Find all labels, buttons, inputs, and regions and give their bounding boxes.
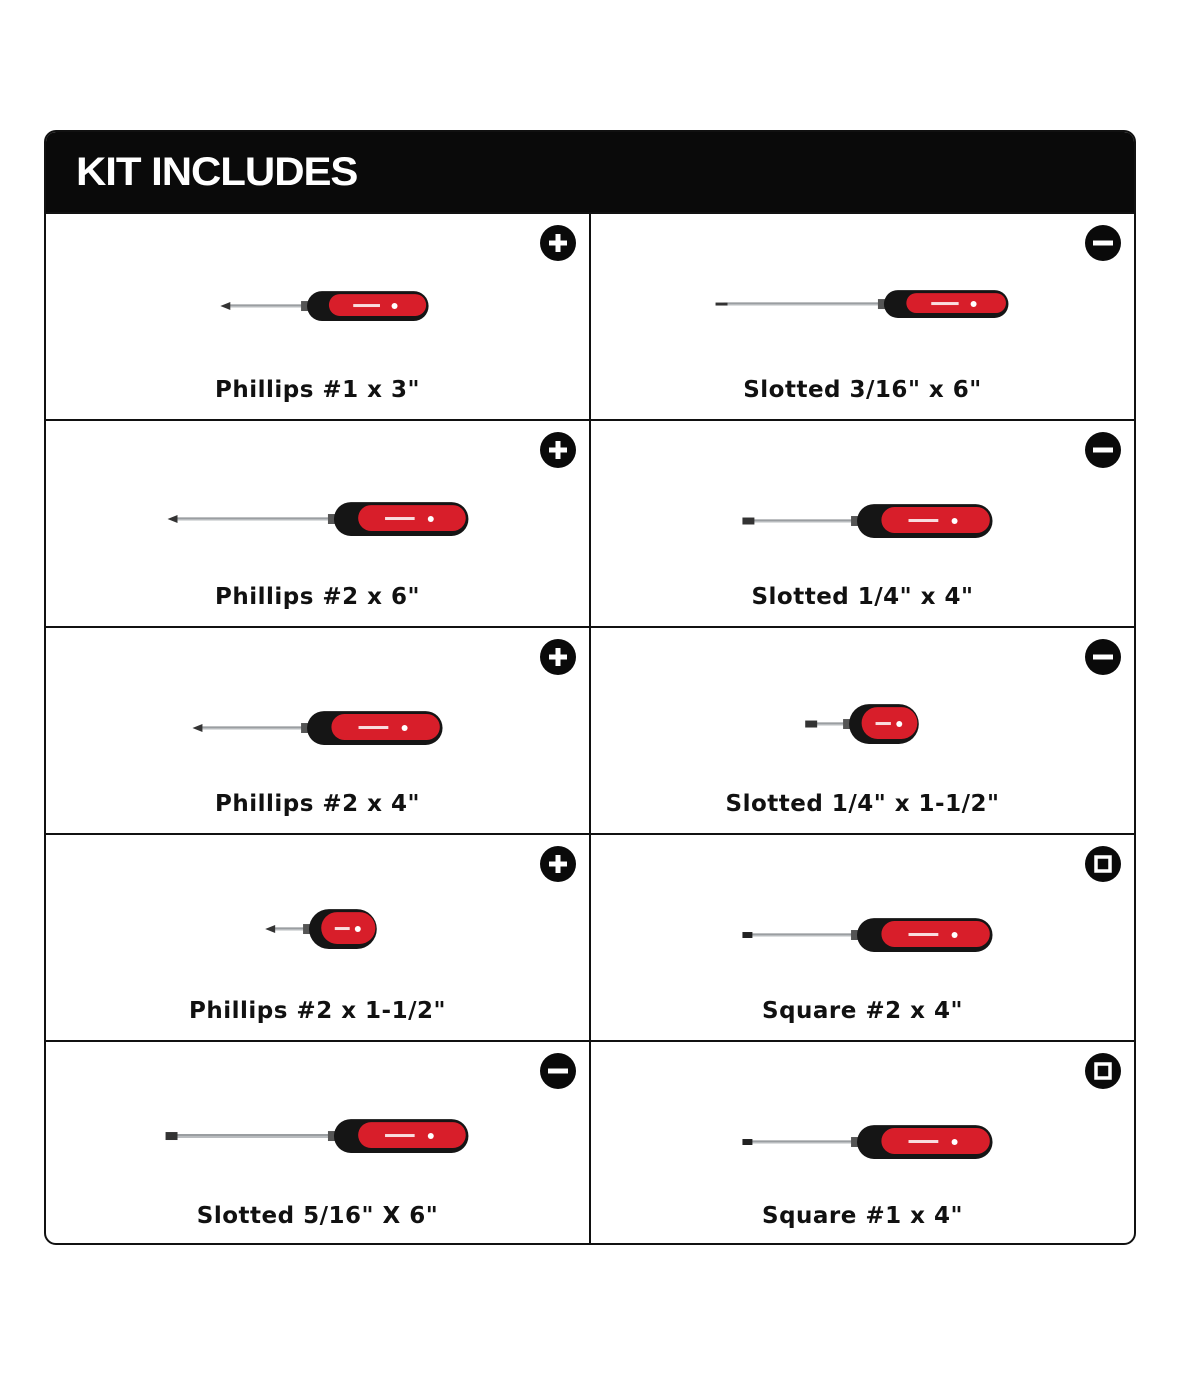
item-label: Slotted 5/16" X 6" — [196, 1203, 439, 1229]
item-label: Phillips #2 x 1-1/2" — [189, 998, 446, 1024]
brand-mark — [909, 1140, 939, 1143]
brand-mark — [909, 519, 939, 522]
minus-icon — [1084, 431, 1122, 469]
item-label: Square #1 x 4" — [762, 1203, 963, 1229]
item-label: Phillips #2 x 4" — [214, 791, 421, 817]
handle-dot — [896, 721, 902, 727]
screwdriver-tip — [742, 1139, 752, 1145]
kit-item — [591, 833, 1134, 1040]
kit-item — [591, 1040, 1134, 1245]
minus-icon — [1084, 638, 1122, 676]
badge-circle — [1085, 1053, 1121, 1089]
screwdriver-tip — [168, 515, 178, 523]
minus-bar — [1093, 448, 1113, 453]
square-icon — [1084, 1052, 1122, 1090]
screwdriver-tip — [742, 932, 752, 938]
plus-bar — [556, 648, 561, 666]
kit-item — [591, 419, 1134, 626]
handle-dot — [402, 725, 408, 731]
brand-mark — [353, 304, 380, 307]
badge-circle — [1085, 846, 1121, 882]
kit-header — [46, 132, 1134, 212]
kit-title: KIT INCLUDES — [76, 149, 358, 194]
plus-bar — [556, 234, 561, 252]
handle-dot — [392, 303, 398, 309]
handle-dot — [952, 932, 958, 938]
item-label: Slotted 3/16" x 6" — [743, 377, 982, 403]
kit-item — [46, 1040, 591, 1245]
minus-icon — [1084, 224, 1122, 262]
square-icon — [1084, 845, 1122, 883]
kit-item — [46, 626, 591, 833]
item-label: Phillips #1 x 3" — [214, 377, 421, 403]
screwdriver-tip — [265, 925, 275, 933]
plus-icon — [539, 224, 577, 262]
item-label: Slotted 1/4" x 4" — [751, 584, 974, 610]
kit-item — [46, 212, 591, 419]
kit-item — [591, 212, 1134, 419]
screwdriver-tip — [192, 724, 202, 732]
handle-dot — [952, 1139, 958, 1145]
handle-dot — [428, 1133, 434, 1139]
screwdriver-tip — [716, 303, 728, 306]
minus-icon — [539, 1052, 577, 1090]
minus-bar — [1093, 655, 1113, 660]
minus-bar — [548, 1069, 568, 1074]
minus-bar — [1093, 241, 1113, 246]
brand-mark — [335, 927, 350, 930]
brand-mark — [385, 517, 415, 520]
brand-mark — [931, 302, 958, 305]
plus-bar — [556, 855, 561, 873]
screwdriver-tip — [220, 302, 230, 310]
plus-icon — [539, 845, 577, 883]
plus-icon — [539, 638, 577, 676]
brand-mark — [385, 1134, 415, 1137]
brand-mark — [359, 726, 389, 729]
handle-dot — [428, 516, 434, 522]
item-label: Phillips #2 x 6" — [214, 584, 421, 610]
kit-grid — [46, 212, 1134, 1245]
screwdriver-tip — [742, 518, 754, 525]
handle-dot — [952, 518, 958, 524]
kit-includes-panel — [44, 130, 1136, 1245]
brand-mark — [909, 933, 939, 936]
screwdriver-tip — [805, 721, 817, 728]
brand-mark — [876, 722, 891, 725]
handle-dot — [355, 926, 361, 932]
handle-dot — [971, 301, 977, 307]
kit-item — [591, 626, 1134, 833]
screwdriver-tip — [166, 1132, 178, 1140]
plus-icon — [539, 431, 577, 469]
plus-bar — [556, 441, 561, 459]
kit-item — [46, 419, 591, 626]
item-label: Slotted 1/4" x 1-1/2" — [725, 791, 1000, 817]
kit-item — [46, 833, 591, 1040]
item-label: Square #2 x 4" — [762, 998, 963, 1024]
